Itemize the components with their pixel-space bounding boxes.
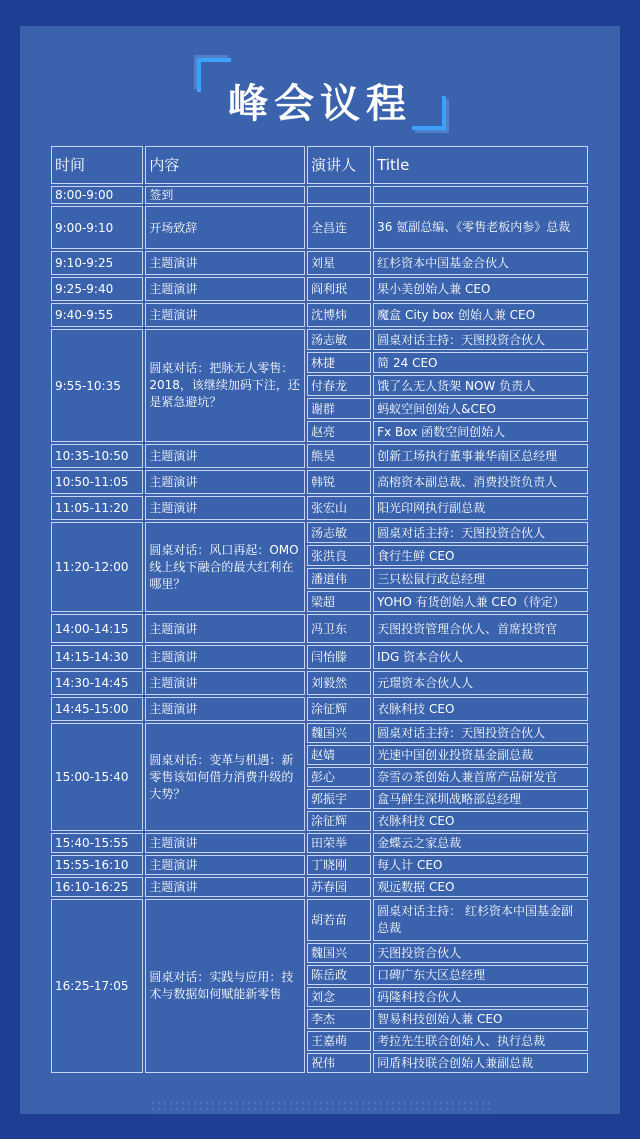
title-cell: 码隆科技合伙人: [373, 987, 588, 1007]
content-cell: 圆桌对话：变革与机遇：新零售该如何借力消费升级的大势？: [145, 723, 305, 831]
content-cell: 主题演讲: [145, 645, 305, 669]
content-cell: 主题演讲: [145, 251, 305, 275]
speaker-cell: 谢群: [307, 398, 371, 419]
speaker-cell: 彭心: [307, 767, 371, 787]
time-cell: 10:35-10:50: [51, 444, 143, 468]
title-cell: 圆桌对话主持：天图投资合伙人: [373, 522, 588, 543]
title-cell: 三只松鼠行政总经理: [373, 568, 588, 589]
speaker-cell: 涂征辉: [307, 697, 371, 721]
table-row: [51, 671, 588, 695]
title-cell: 红杉资本中国基金合伙人: [373, 251, 588, 275]
speaker-cell: 苏春园: [307, 877, 371, 897]
title-cell: 圆桌对话主持：天图投资合伙人: [373, 329, 588, 350]
speaker-cell: 郭振宇: [307, 789, 371, 809]
speaker-cell: 田荣举: [307, 833, 371, 853]
title-cell: 盒马鲜生深圳战略部总经理: [373, 789, 588, 809]
content-cell: 主题演讲: [145, 671, 305, 695]
speaker-cell: 李杰: [307, 1009, 371, 1029]
table-row: [51, 251, 588, 275]
time-cell: 15:55-16:10: [51, 855, 143, 875]
title-cell: 创新工场执行董事兼华南区总经理: [373, 444, 588, 468]
content-cell: 圆桌对话：实践与应用：技术与数据如何赋能新零售: [145, 899, 305, 1073]
time-cell: 9:00-9:10: [51, 206, 143, 249]
time-cell: 14:15-14:30: [51, 645, 143, 669]
table-row: [51, 329, 588, 350]
header-speaker: 演讲人: [307, 146, 371, 184]
content-cell: 开场致辞: [145, 206, 305, 249]
speaker-cell: 闫怡滕: [307, 645, 371, 669]
title-cell: 光速中国创业投资基金副总裁: [373, 745, 588, 765]
table-row: [51, 877, 588, 897]
content-cell: 签到: [145, 186, 305, 204]
table-row: [51, 444, 588, 468]
title-cell: 衣脉科技 CEO: [373, 697, 588, 721]
decorative-dots: [150, 1100, 490, 1114]
table-row: [51, 899, 588, 941]
title-cell: 观远数据 CEO: [373, 877, 588, 897]
title-cell: 元璟资本合伙人人: [373, 671, 588, 695]
speaker-cell: [307, 186, 371, 204]
title-cell: 高榕资本副总裁、消费投资负责人: [373, 470, 588, 494]
speaker-cell: 刘念: [307, 987, 371, 1007]
title-cell: YOHO 有货创始人兼 CEO（待定）: [373, 591, 588, 612]
speaker-cell: 祝伟: [307, 1053, 371, 1073]
time-cell: 14:45-15:00: [51, 697, 143, 721]
time-cell: 14:30-14:45: [51, 671, 143, 695]
title-block: [0, 52, 640, 132]
table-header-row: [51, 146, 588, 184]
title-cell: 圆桌对话主持：天图投资合伙人: [373, 723, 588, 743]
time-cell: 16:10-16:25: [51, 877, 143, 897]
title-cell: 魔盒 City box 创始人兼 CEO: [373, 303, 588, 327]
title-cell: Fx Box 函数空间创始人: [373, 421, 588, 442]
speaker-cell: 陈岳政: [307, 965, 371, 985]
table-row: [51, 723, 588, 743]
title-cell: 口碑广东大区总经理: [373, 965, 588, 985]
time-cell: 15:40-15:55: [51, 833, 143, 853]
agenda-table-body: [51, 146, 588, 1073]
time-cell: 9:25-9:40: [51, 277, 143, 301]
title-cell: 奈雪の茶创始人兼首席产品研发官: [373, 767, 588, 787]
table-row: [51, 614, 588, 643]
title-cell: 天图投资管理合伙人、首席投资官: [373, 614, 588, 643]
title-cell: 阳光印网执行副总裁: [373, 496, 588, 520]
table-row: [51, 470, 588, 494]
speaker-cell: 全昌连: [307, 206, 371, 249]
content-cell: 主题演讲: [145, 697, 305, 721]
title-cell: 蚂蚁空间创始人&CEO: [373, 398, 588, 419]
speaker-cell: 胡若苗: [307, 899, 371, 941]
title-cell: 智易科技创始人兼 CEO: [373, 1009, 588, 1029]
content-cell: 主题演讲: [145, 855, 305, 875]
speaker-cell: 魏国兴: [307, 943, 371, 963]
content-cell: 主题演讲: [145, 614, 305, 643]
title-cell: 每人计 CEO: [373, 855, 588, 875]
speaker-cell: 王嘉萌: [307, 1031, 371, 1051]
time-cell: 16:25-17:05: [51, 899, 143, 1073]
table-row: [51, 522, 588, 543]
speaker-cell: 熊昊: [307, 444, 371, 468]
speaker-cell: 潘道伟: [307, 568, 371, 589]
speaker-cell: 赵婧: [307, 745, 371, 765]
title-cell: [373, 186, 588, 204]
speaker-cell: 梁超: [307, 591, 371, 612]
time-cell: 9:55-10:35: [51, 329, 143, 442]
speaker-cell: 沈博炜: [307, 303, 371, 327]
title-cell: 食行生鲜 CEO: [373, 545, 588, 566]
speaker-cell: 韩锐: [307, 470, 371, 494]
table-row: [51, 833, 588, 853]
speaker-cell: 林捷: [307, 352, 371, 373]
title-cell: 圆桌对话主持： 红杉资本中国基金副总裁: [373, 899, 588, 941]
title-cell: 衣脉科技 CEO: [373, 811, 588, 831]
title-cell: IDG 资本合伙人: [373, 645, 588, 669]
speaker-cell: 汤志敏: [307, 329, 371, 350]
agenda-table: [49, 144, 590, 1075]
speaker-cell: 刘星: [307, 251, 371, 275]
content-cell: 圆桌对话：把脉无人零售：2018，该继续加码下注，还是紧急避坑？: [145, 329, 305, 442]
content-cell: 主题演讲: [145, 496, 305, 520]
speaker-cell: 付春龙: [307, 375, 371, 396]
speaker-cell: 涂征辉: [307, 811, 371, 831]
content-cell: 主题演讲: [145, 877, 305, 897]
page-title: 峰会议程: [228, 81, 412, 127]
time-cell: 11:05-11:20: [51, 496, 143, 520]
bracket-bottom-right-icon: [412, 96, 446, 130]
content-cell: 主题演讲: [145, 833, 305, 853]
speaker-cell: 赵亮: [307, 421, 371, 442]
header-time: 时间: [51, 146, 143, 184]
content-cell: 圆桌对话：风口再起：OMO 线上线下融合的最大红利在哪里？: [145, 522, 305, 612]
time-cell: 15:00-15:40: [51, 723, 143, 831]
title-cell: 果小美创始人兼 CEO: [373, 277, 588, 301]
speaker-cell: 丁晓刚: [307, 855, 371, 875]
table-row: [51, 855, 588, 875]
title-cell: 36 氪副总编、《零售老板内参》总裁: [373, 206, 588, 249]
header-content: 内容: [145, 146, 305, 184]
time-cell: 10:50-11:05: [51, 470, 143, 494]
time-cell: 9:10-9:25: [51, 251, 143, 275]
time-cell: 11:20-12:00: [51, 522, 143, 612]
table-row: [51, 303, 588, 327]
speaker-cell: 汤志敏: [307, 522, 371, 543]
table-row: [51, 645, 588, 669]
speaker-cell: 刘毅然: [307, 671, 371, 695]
speaker-cell: 冯卫东: [307, 614, 371, 643]
time-cell: 8:00-9:00: [51, 186, 143, 204]
speaker-cell: 张宏山: [307, 496, 371, 520]
table-row: [51, 697, 588, 721]
content-cell: 主题演讲: [145, 277, 305, 301]
title-cell: 饿了么无人货架 NOW 负责人: [373, 375, 588, 396]
table-row: [51, 496, 588, 520]
content-cell: 主题演讲: [145, 470, 305, 494]
speaker-cell: 魏国兴: [307, 723, 371, 743]
title-cell: 考拉先生联合创始人、执行总裁: [373, 1031, 588, 1051]
title-cell: 同盾科技联合创始人兼副总裁: [373, 1053, 588, 1073]
title-cell: 金蝶云之家总裁: [373, 833, 588, 853]
time-cell: 14:00-14:15: [51, 614, 143, 643]
content-cell: 主题演讲: [145, 444, 305, 468]
table-row: [51, 277, 588, 301]
table-row: [51, 206, 588, 249]
title-cell: 天图投资合伙人: [373, 943, 588, 963]
speaker-cell: 阎利珉: [307, 277, 371, 301]
time-cell: 9:40-9:55: [51, 303, 143, 327]
header-title: Title: [373, 146, 588, 184]
table-row: [51, 186, 588, 204]
speaker-cell: 张洪良: [307, 545, 371, 566]
content-cell: 主题演讲: [145, 303, 305, 327]
title-cell: 简 24 CEO: [373, 352, 588, 373]
